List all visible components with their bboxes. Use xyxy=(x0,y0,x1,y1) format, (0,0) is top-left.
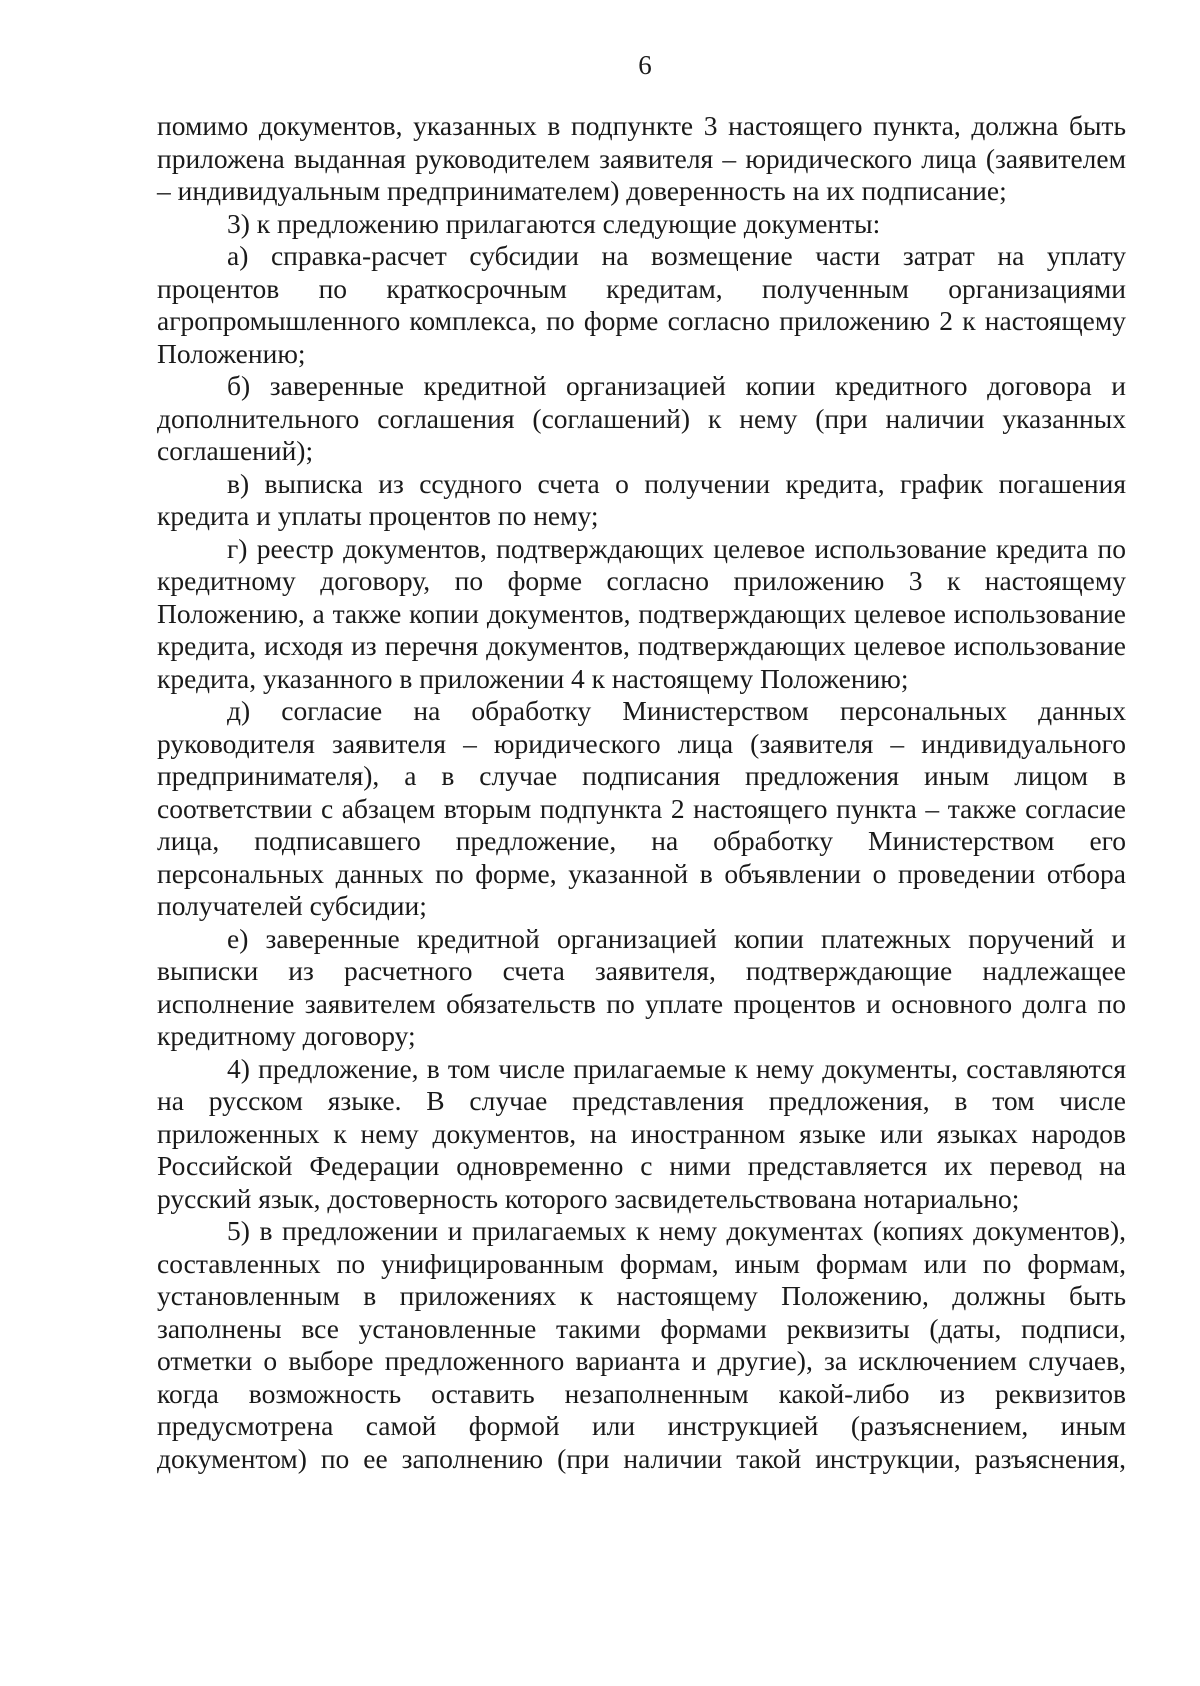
paragraph-item-4: 4) предложение, в том числе прилагаемые к нему документы, составляются на русском языке. В случае представления предложения, в том числе приложенных к нему документов, на иностранном языке или языках народов Российской Федерации одновременно с ними представляется их перевод на русский язык, достоверность которого засвидетельствована нотариально; xyxy=(157,1052,1126,1214)
paragraph-item-5: 5) в предложении и прилагаемых к нему документах (копиях документов), составленных по унифицированным формам, иным формам или по формам, установленным в приложениях к настоящему Положению, должны быть заполнены все установленные такими формами реквизиты (даты, подписи, отметки о выборе предложенного варианта и другие), за исключением случаев, когда возможность оставить незаполненным какой-либо из реквизитов предусмотрена самой формой или инструкцией (разъяснением, иным документом) по ее заполнению (при наличии такой инструкции, разъяснения, xyxy=(157,1215,1126,1474)
paragraph-subitem-g: г) реестр документов, подтверждающих целевое использование кредита по кредитному договору, по форме согласно приложению 3 к настоящему Положению, а также копии документов, подтверждающих целевое использование кредита, исходя из перечня документов, подтверждающих целевое использование кредита, указанного в приложении 4 к настоящему Положению; xyxy=(157,532,1126,694)
paragraph-subitem-e: е) заверенные кредитной организацией копии платежных поручений и выписки из расчетного счета заявителя, подтверждающие надлежащее исполнение заявителем обязательств по уплате процентов и основного долга по кредитному договору; xyxy=(157,922,1126,1051)
paragraph-subitem-d: д) согласие на обработку Министерством персональных данных руководителя заявителя – юридического лица (заявителя – индивидуального предпринимателя), а в случае подписания предложения иным лицом в соответствии с абзацем вторым подпункта 2 настоящего пункта – также согласие лица, подписавшего предложение, на обработку Министерством его персональных данных по форме, указанной в объявлении о проведении отбора получателей субсидии; xyxy=(157,695,1126,921)
page-number: 6 xyxy=(638,50,652,80)
document-body xyxy=(157,110,1126,1475)
paragraph-subitem-b: б) заверенные кредитной организацией копии кредитного договора и дополнительного соглашения (соглашений) к нему (при наличии указанных соглашений); xyxy=(157,370,1126,466)
paragraph-continuation: помимо документов, указанных в подпункте 3 настоящего пункта, должна быть приложена выданная руководителем заявителя – юридического лица (заявителем – индивидуальным предпринимателем) доверенность на их подписание; xyxy=(157,110,1126,206)
paragraph-subitem-v: в) выписка из ссудного счета о получении кредита, график погашения кредита и уплаты процентов по нему; xyxy=(157,467,1126,531)
paragraph-item-3: 3) к предложению прилагаются следующие документы: xyxy=(227,207,881,239)
paragraph-subitem-a: а) справка-расчет субсидии на возмещение части затрат на уплату процентов по краткосрочным кредитам, полученным организациями агропромышленного комплекса, по форме согласно приложению 2 к настоящему Положению; xyxy=(157,240,1126,369)
